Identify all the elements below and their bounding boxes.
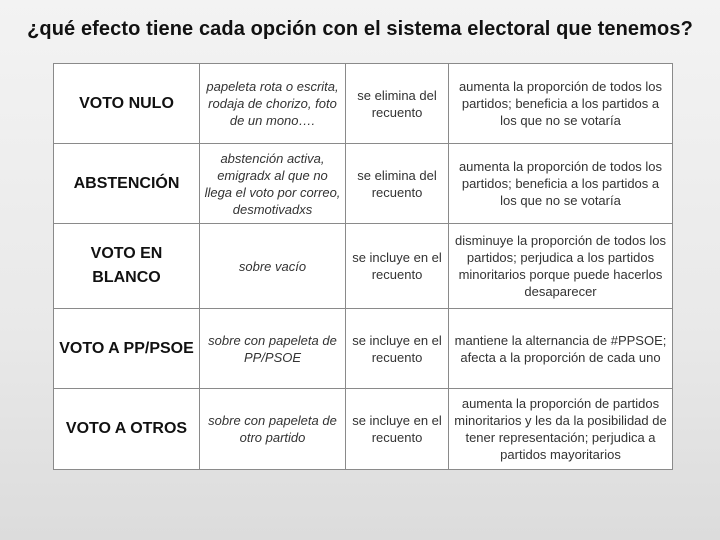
table-row xyxy=(54,309,673,389)
option-description: abstención activa, emigradx al que no llega el voto por correo, desmotivadxs xyxy=(200,144,346,224)
count-status: se incluye en el recuento xyxy=(346,309,449,389)
option-description: papeleta rota o escrita, rodaja de chorizo, foto de un mono…. xyxy=(200,64,346,144)
option-label: VOTO NULO xyxy=(54,64,200,144)
option-effect: aumenta la proporción de partidos minoritarios y les da la posibilidad de tener representación; perjudica a partidos mayoritarios xyxy=(449,389,673,470)
options-table xyxy=(53,63,673,470)
page-title: ¿qué efecto tiene cada opción con el sistema electoral que tenemos? xyxy=(27,18,693,40)
table-row xyxy=(54,224,673,309)
count-status: se elimina del recuento xyxy=(346,64,449,144)
option-effect: aumenta la proporción de todos los partidos; beneficia a los partidos a los que no se votaría xyxy=(449,144,673,224)
count-status: se incluye en el recuento xyxy=(346,389,449,470)
option-description: sobre vacío xyxy=(200,224,346,309)
option-label: ABSTENCIÓN xyxy=(54,144,200,224)
option-effect: disminuye la proporción de todos los partidos; perjudica a los partidos minoritarios porque puede hacerlos desaparecer xyxy=(449,224,673,309)
option-effect: mantiene la alternancia de #PPSOE; afecta a la proporción de cada uno xyxy=(449,309,673,389)
count-status: se elimina del recuento xyxy=(346,144,449,224)
option-label: VOTO EN BLANCO xyxy=(54,224,200,309)
option-description: sobre con papeleta de PP/PSOE xyxy=(200,309,346,389)
table-row xyxy=(54,64,673,144)
table-row xyxy=(54,389,673,470)
option-description: sobre con papeleta de otro partido xyxy=(200,389,346,470)
count-status: se incluye en el recuento xyxy=(346,224,449,309)
option-label: VOTO A PP/PSOE xyxy=(54,309,200,389)
option-label: VOTO A OTROS xyxy=(54,389,200,470)
table-row xyxy=(54,144,673,224)
option-effect: aumenta la proporción de todos los partidos; beneficia a los partidos a los que no se votaría xyxy=(449,64,673,144)
